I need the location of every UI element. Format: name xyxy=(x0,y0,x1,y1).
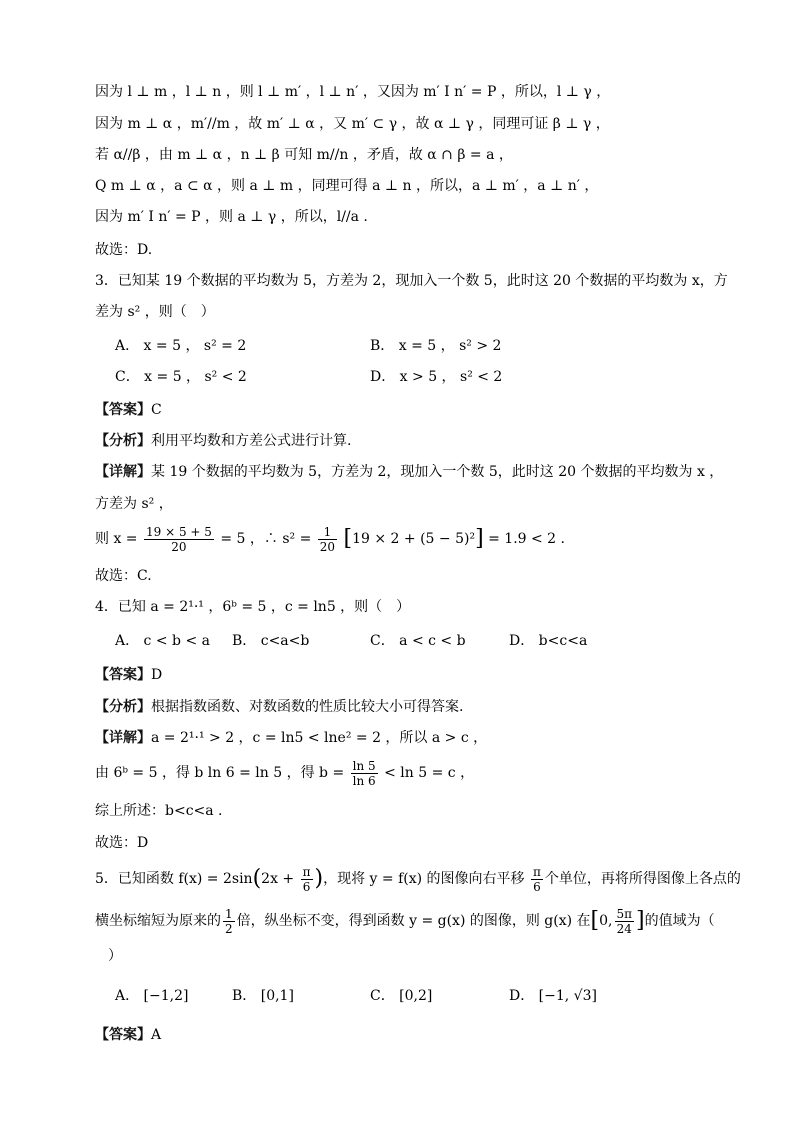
q3-option-a: A． x = 5 ， s² = 2 xyxy=(115,338,247,354)
fraction-denominator: ln 6 xyxy=(352,773,376,788)
answer-tag: 【答案】 xyxy=(95,667,151,683)
fraction-numerator: π xyxy=(302,864,311,879)
q4-summary: 综上所述：b<c<a . xyxy=(95,803,223,819)
q4-option-b: B． c<a<b xyxy=(232,633,310,649)
q5-option-a: A． [−1,2] xyxy=(115,988,189,1004)
answer-value: C xyxy=(151,402,162,418)
fraction-denominator: 24 xyxy=(616,921,632,936)
answer-tag: 【答案】 xyxy=(95,402,151,418)
q4-stem: 4．已知 a = 2¹·¹ ，6ᵇ = 5 ，c = ln5 ，则（ ） xyxy=(95,599,411,615)
q4-detail-line1 xyxy=(95,728,487,748)
stem-prefix: 5．已知函数 f(x) = 2sin xyxy=(95,871,253,887)
formula-end: = 1.9 < 2 . xyxy=(488,531,565,547)
analysis-text: 根据指数函数、对数函数的性质比较大小可得答案. xyxy=(151,699,464,715)
right-bracket-icon: ] xyxy=(636,908,645,933)
answer-value: A xyxy=(151,1027,162,1043)
right-paren-icon: ) xyxy=(314,866,324,891)
mean-fraction xyxy=(144,525,214,554)
pi-over-six-fraction xyxy=(301,865,313,894)
detail-text: a = 2¹·¹ > 2 ，c = ln5 < lne² = 2 ，所以 a > c ， xyxy=(151,730,488,746)
fraction-numerator: 19 × 5 + 5 xyxy=(145,524,212,539)
formula-prefix: 则 x = xyxy=(95,531,138,547)
q4-option-d: D． b<c<a xyxy=(509,633,588,649)
q4-detail-line2 xyxy=(95,758,474,788)
q3-stem-line1: 3．已知某 19 个数据的平均数为 5，方差为 2，现加入一个数 5，此时这 20 个数据的平均数为 x，方 xyxy=(95,273,728,289)
q3-option-d: D． x > 5 ， s² < 2 xyxy=(370,369,503,385)
q3-detail-line3 xyxy=(95,524,565,554)
q2-choice: 故选：D. xyxy=(95,242,153,258)
proof-line-2: 因为 m ⊥ α ，m′//m ，故 m′ ⊥ α ，又 m′ ⊂ γ ，故 α ⊥ γ ，同理可证 β ⊥ γ ， xyxy=(95,116,610,132)
left-paren-icon: ( xyxy=(252,866,262,891)
fraction-denominator: 6 xyxy=(533,879,541,894)
detail-tag: 【详解】 xyxy=(95,464,151,480)
right-bracket-icon: ] xyxy=(475,526,484,551)
shift-fraction xyxy=(531,865,543,894)
q5-option-b: B． [0,1] xyxy=(232,988,294,1004)
log-fraction xyxy=(351,759,378,788)
q3-detail-line2: 方差为 s² ， xyxy=(95,496,173,512)
q3-option-c: C． x = 5 ， s² < 2 xyxy=(115,369,247,385)
analysis-tag: 【分析】 xyxy=(95,699,151,715)
interval-fraction xyxy=(615,907,635,936)
fraction-numerator: π xyxy=(533,864,541,879)
q3-answer xyxy=(95,400,162,420)
q5-option-c: C． [0,2] xyxy=(370,988,433,1004)
variance-fraction xyxy=(318,525,337,554)
detail-suffix: < ln 5 = c ， xyxy=(384,765,475,781)
fraction-denominator: 6 xyxy=(302,879,311,894)
half-fraction xyxy=(223,907,235,936)
stem2-prefix: 横坐标缩短为原来的 xyxy=(95,913,221,929)
proof-line-3: 若 α//β ，由 m ⊥ α ，n ⊥ β 可知 m//n ，矛盾，故 α ∩ β = a ， xyxy=(95,147,513,163)
analysis-tag: 【分析】 xyxy=(95,433,151,449)
formula-middle: = 5 ，∴ s² = xyxy=(220,531,312,547)
sin-argument: 2x + xyxy=(261,871,295,887)
stem2-middle: 倍，纵坐标不变，得到函数 y = g(x) 的图像，则 g(x) 在 xyxy=(236,913,591,929)
fraction-numerator: 5π xyxy=(616,906,633,921)
proof-line-4: Q m ⊥ α ，a ⊂ α ，则 a ⊥ m ，同理可得 a ⊥ n ，所以，a ⊥ m′ ，a ⊥ n′ ， xyxy=(95,178,599,194)
fraction-numerator: 1 xyxy=(318,525,337,540)
q5-stem-line1 xyxy=(95,864,741,894)
stem2-suffix: 的值域为（ xyxy=(644,913,715,929)
fraction-denominator: 2 xyxy=(225,921,233,936)
q4-option-c: C． a < c < b xyxy=(370,633,466,649)
fraction-numerator: ln 5 xyxy=(352,758,376,773)
left-bracket-icon: [ xyxy=(343,526,353,551)
detail-text: 某 19 个数据的平均数为 5，方差为 2，现加入一个数 5，此时这 20 个数据的平均数为 x ， xyxy=(151,464,724,480)
q4-choice: 故选：D xyxy=(95,835,149,851)
answer-value: D xyxy=(151,667,163,683)
detail-tag: 【详解】 xyxy=(95,730,151,746)
q5-stem-line3: ） xyxy=(108,948,122,964)
q3-analysis xyxy=(95,431,351,451)
stem-suffix: 个单位，再将所得图像上各点的 xyxy=(544,871,741,887)
proof-line-5: 因为 m′ I n′ = P ，则 a ⊥ γ ，所以，l//a . xyxy=(95,209,368,225)
stem-middle: ，现将 y = f(x) 的图像向右平移 xyxy=(323,871,525,887)
q3-choice: 故选：C. xyxy=(95,568,152,584)
q3-stem-line2: 差为 s² ，则（ ） xyxy=(95,304,215,320)
q4-option-a: A． c < b < a xyxy=(115,633,210,649)
left-bracket-icon: [ xyxy=(590,908,600,933)
q5-answer xyxy=(95,1025,161,1045)
answer-tag: 【答案】 xyxy=(95,1027,151,1043)
q3-detail-line1 xyxy=(95,462,723,482)
q4-analysis xyxy=(95,697,463,717)
bracket-content: 19 × 2 + (5 − 5)² xyxy=(352,531,476,547)
fraction-denominator: 20 xyxy=(171,539,187,554)
fraction-numerator: 1 xyxy=(225,906,233,921)
proof-line-1: 因为 l ⊥ m ，l ⊥ n ，则 l ⊥ m′ ，l ⊥ n′ ，又因为 m′ I n′ = P ，所以，l ⊥ γ ， xyxy=(95,84,611,100)
fraction-denominator: 20 xyxy=(319,539,336,554)
analysis-text: 利用平均数和方差公式进行计算. xyxy=(151,433,352,449)
detail-prefix: 由 6ᵇ = 5 ，得 b ln 6 = ln 5 ，得 b = xyxy=(95,765,345,781)
q4-answer xyxy=(95,665,162,685)
q5-stem-line2 xyxy=(95,906,715,936)
q3-option-b: B． x = 5 ， s² > 2 xyxy=(370,338,502,354)
interval-left: 0, xyxy=(599,913,613,929)
q5-option-d: D． [−1, √3] xyxy=(509,988,597,1004)
